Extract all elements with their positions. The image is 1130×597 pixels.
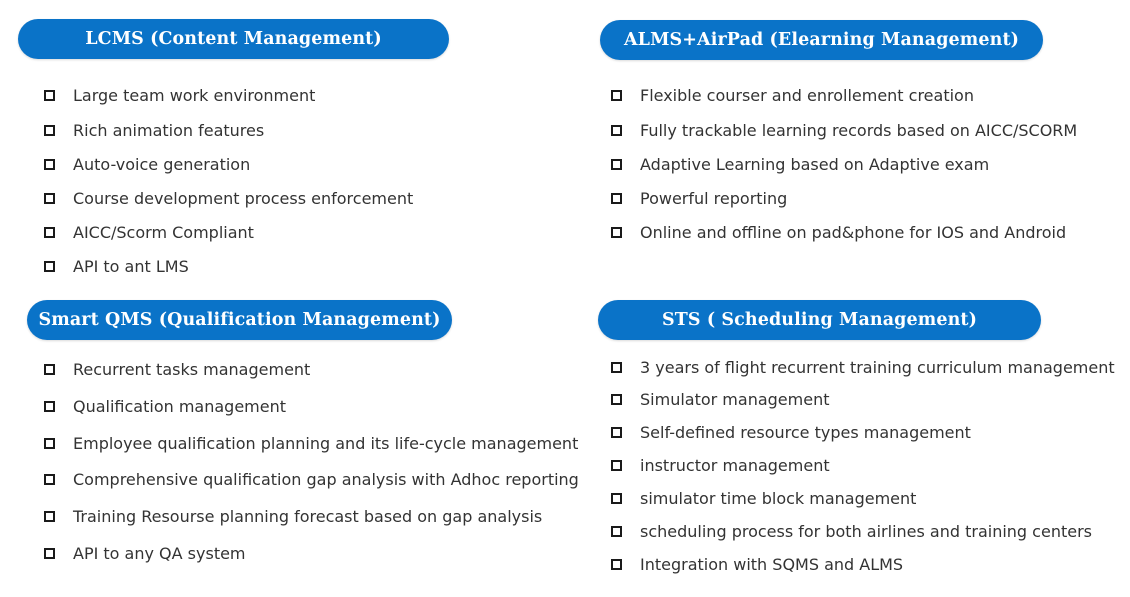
list-item — [44, 84, 315, 106]
list-item-label: scheduling process for both airlines and training centers — [640, 521, 1092, 541]
list-item — [611, 84, 974, 106]
square-bullet-icon — [611, 193, 622, 204]
square-bullet-icon — [44, 159, 55, 170]
list-item-label: Employee qualification planning and its life-cycle management — [73, 433, 579, 453]
list-item — [611, 153, 989, 175]
list-item — [44, 395, 286, 417]
list-item — [611, 119, 1077, 141]
list-item — [44, 468, 579, 490]
list-item-label: simulator time block management — [640, 488, 917, 508]
square-bullet-icon — [611, 227, 622, 238]
list-item-label: 3 years of flight recurrent training curriculum management — [640, 357, 1115, 377]
list-item-label: API to ant LMS — [73, 256, 189, 276]
square-bullet-icon — [44, 227, 55, 238]
square-bullet-icon — [611, 427, 622, 438]
list-item-label: Flexible courser and enrollement creation — [640, 85, 974, 105]
square-bullet-icon — [44, 401, 55, 412]
square-bullet-icon — [44, 548, 55, 559]
square-bullet-icon — [44, 511, 55, 522]
square-bullet-icon — [611, 493, 622, 504]
list-item — [44, 432, 578, 454]
square-bullet-icon — [611, 90, 622, 101]
lcms-section-title: LCMS (Content Management) — [18, 19, 449, 59]
list-item — [611, 454, 830, 476]
list-item — [611, 221, 1066, 243]
list-item — [44, 187, 413, 209]
list-item — [611, 553, 903, 575]
alms-section-title: ALMS+AirPad (Elearning Management) — [600, 20, 1043, 60]
list-item — [44, 119, 264, 141]
list-item — [611, 421, 971, 443]
list-item-label: Large team work environment — [73, 85, 316, 105]
list-item-label: Adaptive Learning based on Adaptive exam — [640, 154, 990, 174]
sts-section-title: STS ( Scheduling Management) — [598, 300, 1041, 340]
square-bullet-icon — [44, 125, 55, 136]
list-item — [44, 221, 254, 243]
list-item-label: Self-defined resource types management — [640, 422, 971, 442]
list-item-label: Integration with SQMS and ALMS — [640, 554, 904, 574]
list-item — [611, 487, 916, 509]
square-bullet-icon — [611, 362, 622, 373]
list-item-label: Simulator management — [640, 389, 830, 409]
list-item-label: Online and offline on pad&phone for IOS and Android — [640, 222, 1067, 242]
square-bullet-icon — [611, 460, 622, 471]
list-item — [611, 187, 787, 209]
list-item-label: Course development process enforcement — [73, 188, 414, 208]
square-bullet-icon — [44, 261, 55, 272]
list-item-label: AICC/Scorm Compliant — [73, 222, 254, 242]
square-bullet-icon — [44, 438, 55, 449]
square-bullet-icon — [611, 125, 622, 136]
list-item — [44, 255, 189, 277]
square-bullet-icon — [611, 159, 622, 170]
square-bullet-icon — [611, 394, 622, 405]
list-item-label: Fully trackable learning records based on AICC/SCORM — [640, 120, 1078, 140]
list-item-label: Recurrent tasks management — [73, 359, 311, 379]
square-bullet-icon — [44, 90, 55, 101]
list-item — [611, 388, 829, 410]
square-bullet-icon — [611, 559, 622, 570]
list-item-label: Rich animation features — [73, 120, 265, 140]
square-bullet-icon — [611, 526, 622, 537]
qms-section-title: Smart QMS (Qualification Management) — [27, 300, 452, 340]
list-item — [44, 542, 246, 564]
list-item-label: Training Resourse planning forecast based on gap analysis — [73, 506, 543, 526]
list-item-label: API to any QA system — [73, 543, 246, 563]
list-item-label: Comprehensive qualification gap analysis with Adhoc reporting — [73, 469, 579, 489]
square-bullet-icon — [44, 474, 55, 485]
list-item-label: Auto-voice generation — [73, 154, 251, 174]
list-item-label: instructor management — [640, 455, 830, 475]
list-item — [611, 356, 1115, 378]
list-item-label: Qualification management — [73, 396, 287, 416]
list-item-label: Powerful reporting — [640, 188, 788, 208]
square-bullet-icon — [44, 364, 55, 375]
list-item — [44, 358, 310, 380]
list-item — [44, 505, 542, 527]
square-bullet-icon — [44, 193, 55, 204]
list-item — [44, 153, 250, 175]
list-item — [611, 520, 1092, 542]
